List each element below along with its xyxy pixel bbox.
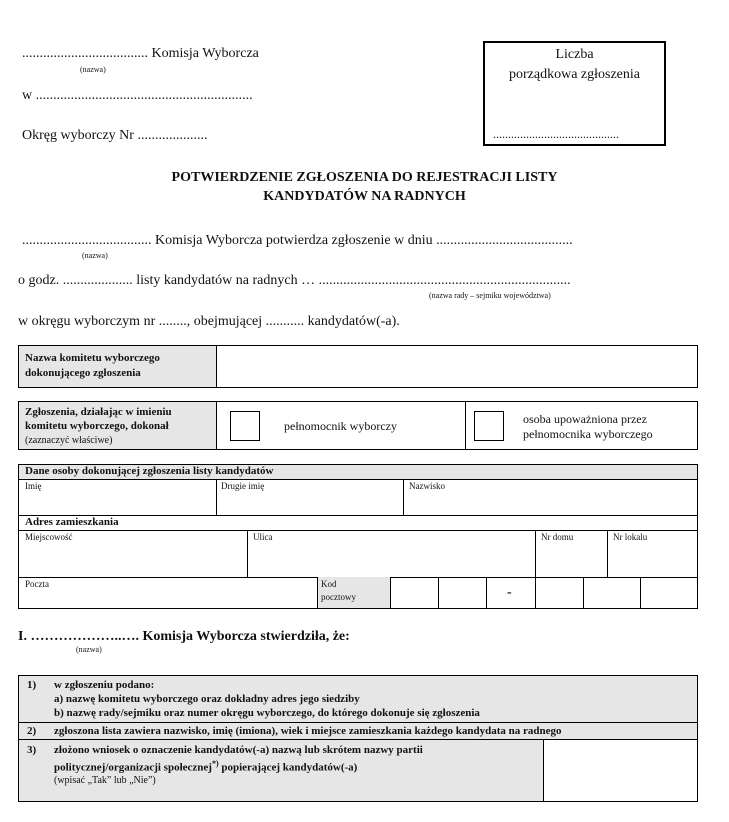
ulica-label: Ulica: [253, 532, 273, 542]
body-line-2: o godz. .................... listy kandydatów na radnych … ........................................................................: [18, 273, 571, 288]
body-line-1: ..................................... Komisja Wyborcza potwierdza zgłoszenie w dniu .......................................: [22, 233, 573, 248]
checks-table: [18, 675, 698, 802]
drugie-imie-label: Drugie imię: [221, 481, 265, 491]
komitet-label-1: Nazwa komitetu wyborczego: [25, 352, 160, 364]
check-1-b: b) nazwę rady/sejmiku oraz numer okręgu wyborczego, do którego dokonuje się zgłoszenia: [54, 707, 480, 719]
osoba-upowazniona-checkbox[interactable]: [474, 411, 504, 441]
kod-dash: -: [507, 585, 512, 600]
zgloszenia-label-3: (zaznaczyć właściwe): [25, 435, 113, 446]
check-2-number: 2): [27, 725, 37, 737]
komitet-label-2: dokonującego zgłoszenia: [25, 367, 141, 379]
check-1-number: 1): [27, 679, 37, 691]
check-2-title: zgłoszona lista zawiera nazwisko, imię (imiona), wiek i miejsce zamieszkania każdego kandydata na radnego: [54, 725, 562, 737]
osoba-upowazniona-label-1: osoba upoważniona przez: [523, 412, 647, 426]
check-3-number: 3): [27, 744, 37, 756]
pelnomocnik-checkbox[interactable]: [230, 411, 260, 441]
check-1-a: a) nazwę komitetu wyborczego oraz dokładny adres jego siedziby: [54, 693, 360, 705]
liczba-dots: ..........................................: [493, 127, 619, 141]
dane-header: Dane osoby dokonującej zgłoszenia listy kandydatów: [25, 465, 274, 477]
check-3-hint: (wpisać „Tak” lub „Nie”): [54, 775, 156, 786]
liczba-porzadkowa-box: [483, 41, 666, 146]
kod-label-2: pocztowy: [321, 592, 356, 602]
check-3-line-2a: politycznej/organizacji społecznej: [54, 761, 212, 774]
check-3-footnote-mark: *): [211, 759, 219, 768]
adres-header: Adres zamieszkania: [25, 516, 119, 528]
check-3-line-1: złożono wniosek o oznaczenie kandydatów(-a) nazwą lub skrótem nazwy partii: [54, 744, 423, 756]
komisja-line: .................................... Komisja Wyborcza: [22, 46, 259, 61]
body-line-1-hint: (nazwa): [82, 251, 108, 260]
section-1-hint: (nazwa): [76, 645, 102, 654]
zgloszenia-table: [18, 401, 698, 450]
dane-osoby-table: [18, 464, 698, 609]
nr-lokalu-label: Nr lokalu: [613, 532, 648, 542]
check-3-answer-field[interactable]: [544, 740, 697, 801]
okreg-line: Okręg wyborczy Nr ....................: [22, 128, 208, 143]
kod-label-1: Kod: [321, 579, 337, 589]
komitet-table: [18, 345, 698, 388]
w-line: w ..............................................................: [22, 88, 253, 103]
check-3-line-2: [54, 759, 357, 774]
poczta-label: Poczta: [25, 579, 49, 589]
pelnomocnik-label: pełnomocnik wyborczy: [284, 419, 397, 433]
komitet-name-field[interactable]: [217, 346, 697, 387]
document-title-line-2: KANDYDATÓW NA RADNYCH: [263, 189, 466, 204]
check-3-line-2b: popierającej kandydatów(-a): [218, 761, 358, 774]
document-title-line-1: POTWIERDZENIE ZGŁOSZENIA DO REJESTRACJI LISTY: [171, 170, 558, 185]
zgloszenia-label-1: Zgłoszenia, działając w imieniu: [25, 406, 172, 418]
section-1-title: I. ………………..…. Komisja Wyborcza stwierdziła, że:: [18, 629, 350, 644]
liczba-title-1: Liczba: [555, 47, 594, 62]
miejscowosc-label: Miejscowość: [25, 532, 73, 542]
nr-domu-label: Nr domu: [541, 532, 574, 542]
zgloszenia-label-2: komitetu wyborczego, dokonał: [25, 420, 169, 432]
body-line-2-hint: (nazwa rady – sejmiku województwa): [429, 291, 551, 300]
imie-label: Imię: [25, 481, 42, 491]
body-line-3: w okręgu wyborczym nr ........, obejmującej ........... kandydatów(-a).: [18, 314, 400, 329]
nazwa-hint: (nazwa): [80, 65, 106, 74]
nazwisko-label: Nazwisko: [409, 481, 445, 491]
osoba-upowazniona-label-2: pełnomocnika wyborczego: [523, 427, 653, 441]
liczba-title-2: porządkowa zgłoszenia: [509, 67, 640, 82]
check-1-title: w zgłoszeniu podano:: [54, 679, 155, 691]
